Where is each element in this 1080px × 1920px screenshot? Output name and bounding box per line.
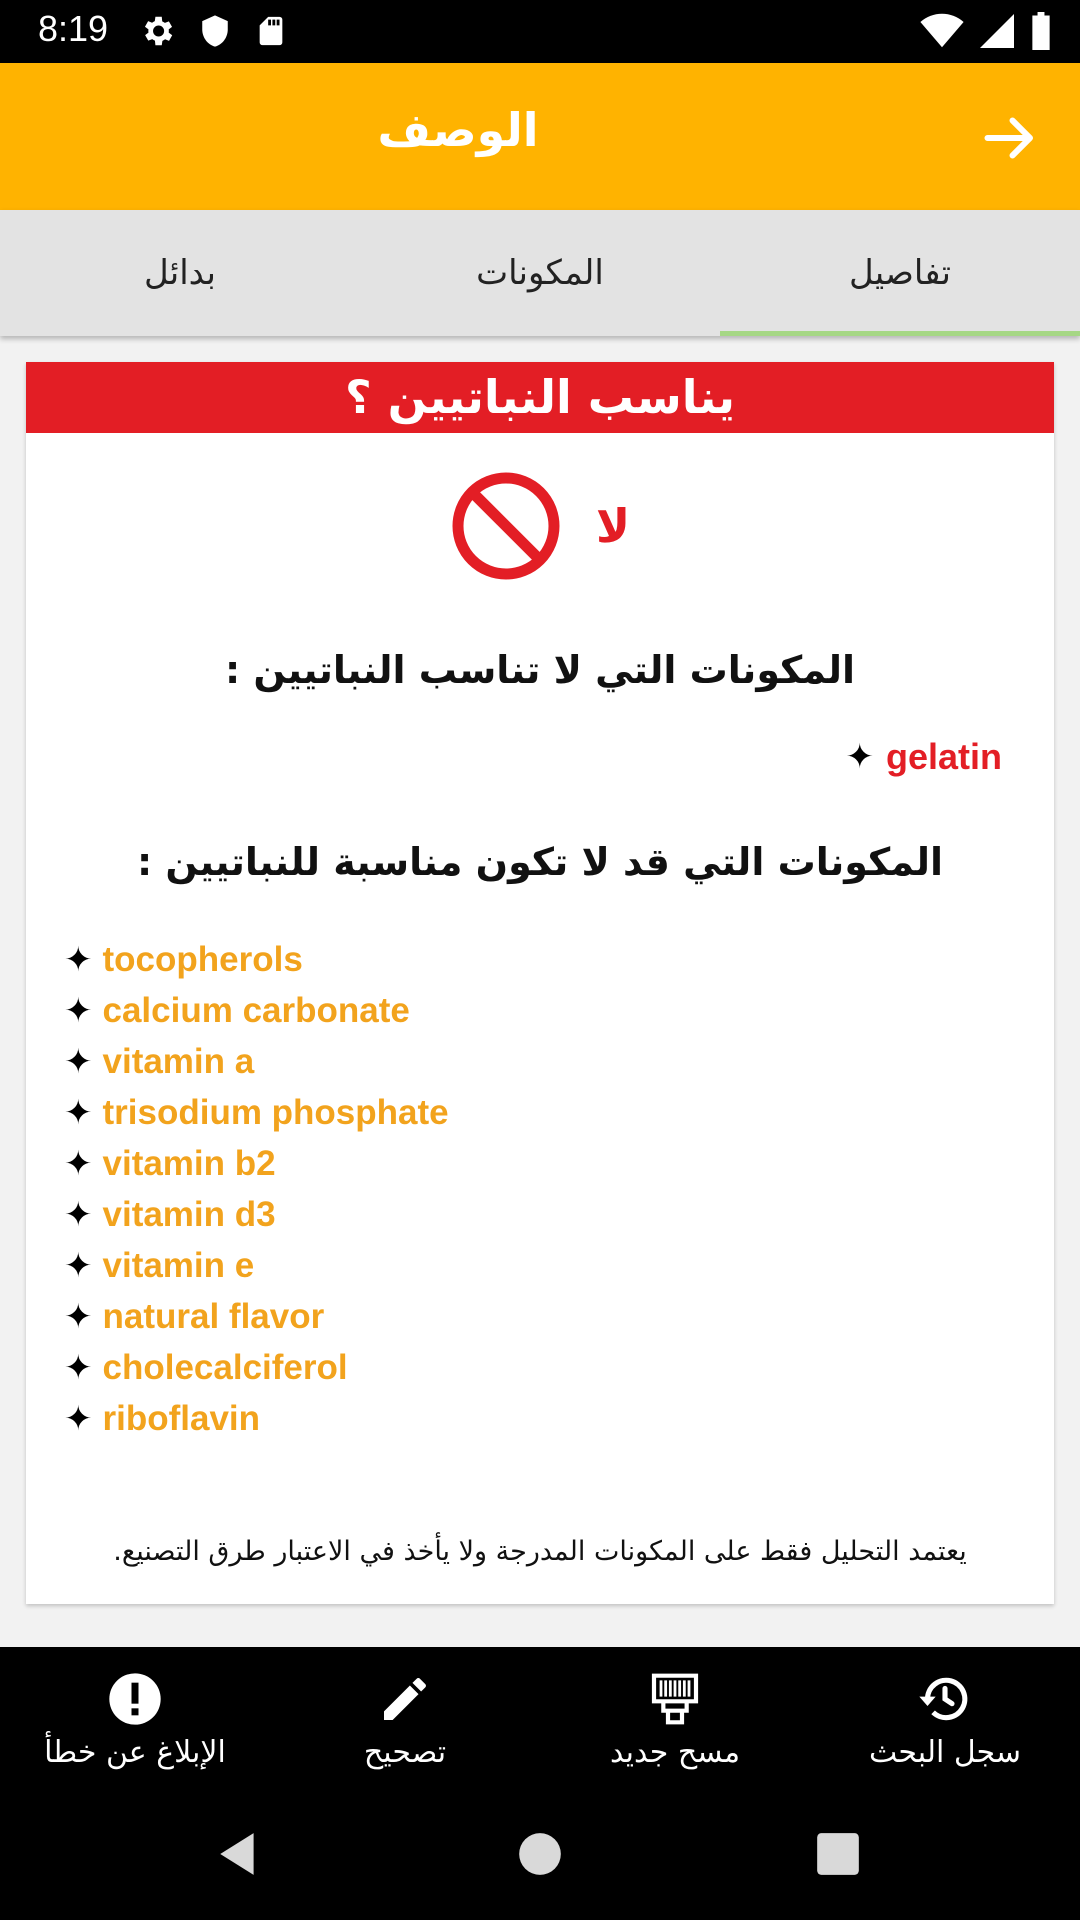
list-item [64,1189,449,1240]
list-item [64,1291,449,1342]
not-vegan-ingredient: gelatin [885,736,1002,777]
list-item [64,1393,449,1444]
app-bar [0,63,1080,210]
star-icon: ✦ [64,1143,93,1184]
nav-new-scan[interactable] [540,1647,810,1789]
alert-icon [107,1671,163,1727]
verdict-text: لا [595,499,631,553]
nav-label: الإبلاغ عن خطأ [44,1735,226,1770]
disclaimer: يعتمد التحليل فقط على المكونات المدرجة ولا يأخذ في الاعتبار طرق التصنيع. [113,1536,967,1567]
star-icon: ✦ [64,990,93,1031]
list-item [64,985,449,1036]
maybe-ingredient: cholecalciferol [102,1347,348,1387]
maybe-ingredient: vitamin a [102,1041,255,1081]
status-time: 8:19 [38,8,109,49]
not-vegan-heading: المكونات التي لا تناسب النباتيين : [224,648,856,692]
nav-label: تصحيح [363,1735,447,1770]
tab-details[interactable]: تفاصيل [720,210,1080,336]
verdict [26,470,1054,582]
nav-label: مسح جديد [609,1735,741,1770]
tab-ingredients[interactable]: المكونات [476,253,604,293]
list-item [64,1036,449,1087]
list-item [845,736,1002,778]
nav-correction[interactable] [270,1647,540,1789]
history-icon [917,1671,973,1727]
list-item [64,1240,449,1291]
sd-card-icon [254,12,288,50]
star-icon: ✦ [64,1296,93,1337]
maybe-vegan-list [64,934,449,1444]
system-nav-bar [0,1789,1080,1920]
maybe-ingredient: calcium carbonate [102,990,410,1030]
star-icon: ✦ [64,1194,93,1235]
pencil-icon [377,1671,433,1727]
star-icon: ✦ [845,737,874,777]
back-triangle-icon[interactable] [214,1829,264,1879]
list-item [64,1087,449,1138]
maybe-ingredient: trisodium phosphate [102,1092,449,1132]
vegan-question-banner: يناسب النباتيين ؟ [26,362,1054,433]
status-bar [0,0,1080,63]
tab-bar [0,210,1080,336]
barcode-scanner-icon [647,1671,703,1727]
cell-signal-icon [980,13,1014,49]
page-title: الوصف [377,103,539,157]
maybe-vegan-heading: المكونات التي قد لا تكون مناسبة للنباتيين : [136,840,943,884]
wifi-icon [920,13,964,49]
tab-alternatives[interactable]: بدائل [144,253,216,293]
battery-icon [1030,12,1052,50]
maybe-ingredient: tocopherols [102,939,303,979]
maybe-ingredient: vitamin d3 [102,1194,276,1234]
nav-report-error[interactable] [0,1647,270,1789]
recents-square-icon[interactable] [813,1829,863,1879]
arrow-right-icon[interactable] [980,108,1040,168]
nav-search-history[interactable] [810,1647,1080,1789]
star-icon: ✦ [64,1398,93,1439]
list-item [64,934,449,985]
gear-icon [138,12,176,50]
maybe-ingredient: vitamin b2 [102,1143,276,1183]
star-icon: ✦ [64,1041,93,1082]
list-item [64,1342,449,1393]
list-item [64,1138,449,1189]
home-circle-icon[interactable] [515,1829,565,1879]
maybe-ingredient: vitamin e [102,1245,255,1285]
bottom-nav [0,1647,1080,1789]
prohibited-icon [450,470,562,582]
star-icon: ✦ [64,1245,93,1286]
shield-icon [198,12,232,50]
star-icon: ✦ [64,1092,93,1133]
maybe-ingredient: riboflavin [102,1398,261,1438]
star-icon: ✦ [64,939,93,980]
nav-label: سجل البحث [868,1735,1022,1770]
star-icon: ✦ [64,1347,93,1388]
maybe-ingredient: natural flavor [102,1296,325,1336]
vegan-analysis-card [26,362,1054,1604]
